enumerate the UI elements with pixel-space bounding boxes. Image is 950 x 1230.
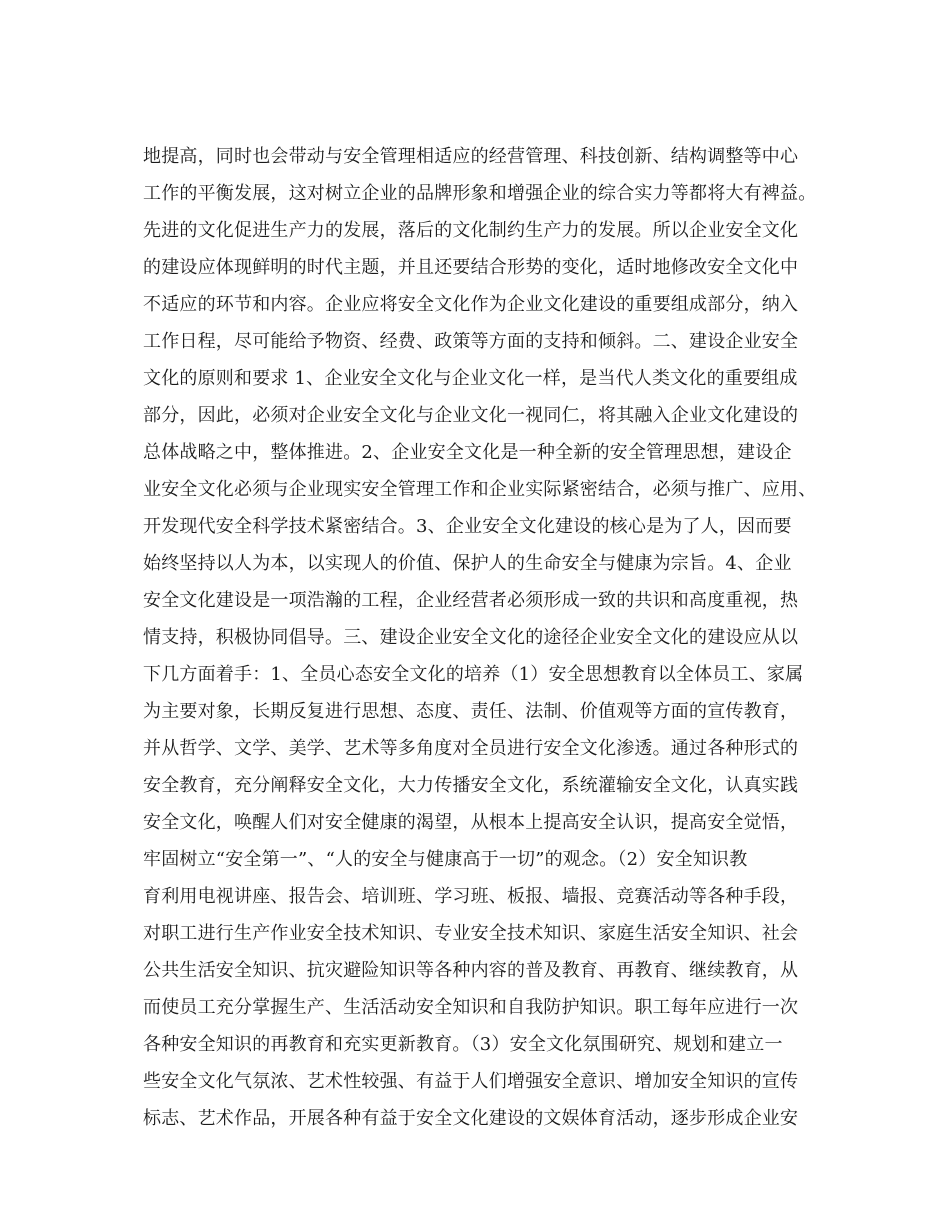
text-line: 并从哲学、文学、美学、艺术等多角度对全员进行安全文化渗透。通过各种形式的 — [143, 738, 799, 759]
text-line: 育利用电视讲座、报告会、培训班、学习班、板报、墙报、竞赛活动等各种手段， — [143, 886, 799, 907]
text-line: 各种安全知识的再教育和充实更新教育。（3）安全文化氛围研究、规划和建立一 — [143, 1034, 783, 1055]
text-line: 牢固树立“安全第一”、“人的安全与健康高于一切”的观念。（2）安全知识教 — [143, 849, 748, 870]
text-line: 对职工进行生产作业安全技术知识、专业安全技术知识、家庭生活安全知识、社会 — [143, 923, 799, 944]
body-text — [143, 138, 823, 1137]
text-line: 而使员工充分掌握生产、生活活动安全知识和自我防护知识。职工每年应进行一次 — [143, 997, 799, 1018]
text-line: 安全教育，充分阐释安全文化，大力传播安全文化，系统灌输安全文化，认真实践 — [143, 775, 799, 796]
text-line: 开发现代安全科学技术紧密结合。3、企业安全文化建设的核心是为了人，因而要 — [143, 516, 792, 537]
text-line: 标志、艺术作品，开展各种有益于安全文化建设的文娱体育活动，逐步形成企业安 — [143, 1108, 799, 1129]
text-line: 为主要对象，长期反复进行思想、态度、责任、法制、价值观等方面的宣传教育， — [143, 701, 799, 722]
text-line: 总体战略之中，整体推进。2、企业安全文化是一种全新的安全管理思想，建设企 — [143, 442, 792, 463]
text-line: 始终坚持以人为本，以实现人的价值、保护人的生命安全与健康为宗旨。4、企业 — [143, 553, 792, 574]
text-line: 地提高，同时也会带动与安全管理相适应的经营管理、科技创新、结构调整等中心 — [143, 146, 799, 167]
text-line: 文化的原则和要求 1、企业安全文化与企业文化一样，是当代人类文化的重要组成 — [143, 368, 798, 389]
text-line: 公共生活安全知识、抗灾避险知识等各种内容的普及教育、再教育、继续教育，从 — [143, 960, 799, 981]
text-line: 先进的文化促进生产力的发展，落后的文化制约生产力的发展。所以企业安全文化 — [143, 220, 799, 241]
text-line: 安全文化建设是一项浩瀚的工程，企业经营者必须形成一致的共识和高度重视，热 — [143, 590, 799, 611]
text-line: 情支持，积极协同倡导。三、建设企业安全文化的途径企业安全文化的建设应从以 — [143, 627, 799, 648]
text-line: 部分，因此，必须对企业安全文化与企业文化一视同仁，将其融入企业文化建设的 — [143, 405, 799, 426]
text-line: 工作的平衡发展，这对树立企业的品牌形象和增强企业的综合实力等都将大有裨益。 — [143, 183, 817, 204]
text-line: 安全文化，唤醒人们对安全健康的渴望，从根本上提高安全认识，提高安全觉悟， — [143, 812, 799, 833]
text-line: 下几方面着手：1、全员心态安全文化的培养（1）安全思想教育以全体员工、家属 — [143, 664, 804, 685]
text-line: 不适应的环节和内容。企业应将安全文化作为企业文化建设的重要组成部分，纳入 — [143, 294, 799, 315]
text-line: 业安全文化必须与企业现实安全管理工作和企业实际紧密结合，必须与推广、应用、 — [143, 479, 817, 500]
text-line: 些安全文化气氛浓、艺术性较强、有益于人们增强安全意识、增加安全知识的宣传 — [143, 1071, 799, 1092]
text-line: 工作日程，尽可能给予物资、经费、政策等方面的支持和倾斜。二、建设企业安全 — [143, 331, 799, 352]
text-line: 的建设应体现鲜明的时代主题，并且还要结合形势的变化，适时地修改安全文化中 — [143, 257, 799, 278]
